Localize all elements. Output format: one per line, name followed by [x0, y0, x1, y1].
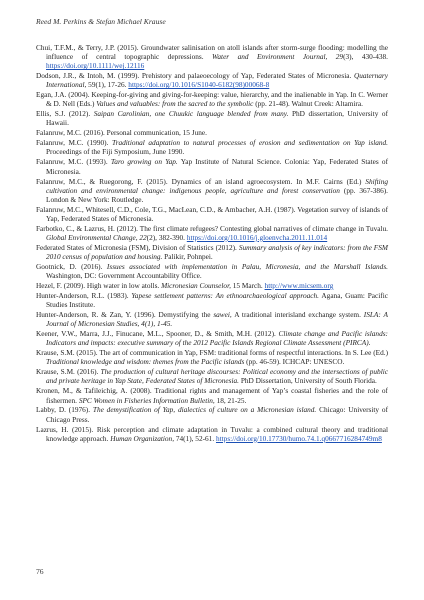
reference-entry [36, 425, 388, 443]
reference-text-after: PhD dissertation, University of Hawaii. [46, 109, 388, 128]
reference-italic-title: SPC Women in Fisheries Information Bulletin, [78, 395, 215, 405]
reference-entry [36, 90, 388, 108]
reference-entry [36, 310, 388, 328]
reference-text: Egan, J.A. (2004). Keeping-for-giving and giving-for-keeping: value, hierarchy, and the inalienable in Yap. In C. Werner & D. Nell (Eds.) [36, 90, 388, 109]
reference-text-after: (pp. 46-59). ICHCAP: UNESCO. [244, 357, 345, 367]
reference-italic-title: sawei, [213, 310, 232, 320]
reference-entry [36, 281, 388, 290]
reference-italic-title: Quaternary International [46, 71, 388, 90]
reference-text: Chui, T.F.M., & Terry, J.P. (2015). Groundwater salinisation on atoll islands after storm-surge flooding: modelling the influence of central topographic depressions. [36, 43, 388, 62]
reference-text-after: (pp. 21-48). Walnut Creek: Altamira. [253, 99, 363, 109]
reference-italic-title: Traditional adaptation to natural processes of erosion and sedimentation on Yap island. [111, 138, 389, 148]
reference-text-after: Chicago: University of Chicago Press. [46, 405, 388, 424]
reference-entry [36, 109, 388, 127]
page-number: 76 [36, 567, 44, 576]
reference-text-after: (pp. 367-386). London & New York: Routledge. [46, 185, 388, 204]
reference-list [36, 43, 388, 444]
reference-text: Ellis, S.J. (2012). [36, 109, 94, 119]
running-header: Reed M. Perkins & Stefan Michael Krause [36, 17, 166, 26]
reference-text: Farbotko, C., & Lazrus, H. (2012). The first climate refugees? Contesting global narratives of climate change in Tuvalu. [36, 223, 388, 233]
reference-text-after: Yap Institute of Natural Science. Colonia: Yap, Federated States of Micronesia. [46, 157, 389, 176]
reference-text: Falanruw, M.C., & Ruegorong, F. (2015). Dynamics of an island agroecosystem. In M.F. Cairns (Ed.) [36, 176, 366, 186]
reference-entry [36, 329, 388, 347]
reference-text: Falanruw, M.C. (2016). Personal communication, 15 June. [36, 128, 207, 138]
reference-text: Lazrus, H. (2015). Risk perception and climate adaptation in Tuvalu: a combined cultural theory and traditional knowledge approach. [36, 424, 388, 443]
reference-entry [36, 386, 388, 404]
reference-text-after: 15 March. [230, 281, 265, 291]
reference-italic-title: Shifting cultivation and environmental change: indigenous people, agriculture and forest conservation [46, 176, 388, 195]
reference-entry [36, 291, 388, 309]
reference-italic-title: Issues associated with implementation in Palau, Micronesia, and the Marshall Islands. [106, 261, 388, 271]
reference-entry [36, 157, 388, 175]
reference-entry [36, 262, 388, 280]
reference-text-after: (2), 382-390. [146, 232, 187, 242]
reference-entry [36, 205, 388, 223]
reference-doi-link[interactable]: https://doi.org/10.17730/humo.74.1.q0667716284749m8 [215, 433, 382, 443]
reference-entry [36, 348, 388, 366]
reference-text-after: (3), 430-438. [343, 52, 388, 62]
reference-text-after: 18, 21-25. [214, 395, 247, 405]
reference-doi-link[interactable]: https://doi.org/10.1016/j.gloenvcha.2011.11.014 [186, 232, 328, 242]
reference-text-after: Palikir, Pohnpei. [162, 251, 213, 261]
reference-text-after: Agana, Guam: Pacific Studies Institute. [46, 291, 389, 310]
reference-text-after: Proceedings of the Fiji Symposium, June 1990. [46, 147, 185, 157]
reference-text-after: , 59(1), 17-26. [84, 80, 129, 90]
reference-entry [36, 138, 388, 156]
reference-italic-title: Micronesian Counselor, [161, 281, 231, 291]
reference-text: Kronen, M., & Tafileichig, A. (2008). Traditional rights and management of Yap’s coastal fisheries and the role of fishermen. [36, 386, 388, 405]
reference-text: Dodson, J.R., & Intoh, M. (1999). Prehistory and palaeoecology of Yap, Federated States of Micronesia. [36, 71, 354, 81]
reference-text: Keener, V.W., Marra, J.J., Finucane, M.L., Spooner, D., & Smith, M.H. (2012). [36, 329, 279, 339]
reference-text: Hunter-Anderson, R.L. (1983). [36, 291, 132, 301]
reference-doi-link[interactable]: http://www.micsem.org [264, 281, 334, 291]
reference-text: Falanruw, M.C. (1993). [36, 157, 111, 167]
reference-text: Federated States of Micronesia (FSM), Division of Statistics (2012). [36, 242, 239, 252]
reference-italic-title: Summary analysis of key indicators: from the FSM 2010 census of population and housing. [46, 242, 388, 261]
reference-italic-title: Values and valuables: from the sacred to the symbolic [96, 99, 254, 109]
reference-text: Gootnick, D. (2016). [36, 261, 107, 271]
reference-italic-title: Traditional knowledge and wisdom: themes from the Pacific islands [46, 357, 245, 367]
reference-entry [36, 405, 388, 423]
reference-italic-title: The production of cultural heritage discourses: Political economy and the intersections of public and private heritage in Yap State, Federated States of Micronesia. [46, 367, 388, 386]
reference-doi-link[interactable]: https://doi.org/10.1016/S1040-6182(98)00068-8 [128, 80, 270, 90]
reference-text-after: Washington, DC: Government Accountability Office. [46, 271, 202, 281]
reference-text-after: A traditional interisland exchange system. [231, 310, 364, 320]
reference-italic-title: Taro growing on Yap. [110, 157, 178, 167]
reference-entry [36, 224, 388, 242]
reference-text: Labby, D. (1976). [36, 405, 93, 415]
reference-italic-title: Human Organization, [110, 433, 175, 443]
reference-text: Krause, S.M. (2015). The art of communication in Yap, FSM: traditional forms of respectful interactions. In S. Lee (Ed.) [36, 348, 388, 358]
reference-italic-title: Global Environmental Change, 22 [46, 232, 147, 242]
reference-italic-title: Water and Environment Journal, 29 [211, 52, 344, 62]
reference-text: Krause, S.M. (2016). [36, 367, 101, 377]
reference-italic-title: The demystification of Yap, dialectics of culture on a Micronesian island. [92, 405, 317, 415]
reference-entry [36, 71, 388, 89]
reference-italic-title: Saipan Carolinian, one Chuukic language blended from many. [93, 109, 289, 119]
reference-text: Falanruw, M.C., Whitesell, C.D., Cole, T.G., MacLean, C.D., & Ambacher, A.H. (1987). Vegetation survey of islands of Yap, Federated States of Micronesia. [36, 204, 388, 223]
reference-italic-tail: ISLA: A Journal of Micronesian Studies, 4(1), 1-45. [46, 310, 388, 329]
reference-text-after: PhD Dissertation, University of South Florida. [239, 376, 377, 386]
reference-entry [36, 367, 388, 385]
reference-text: Falanruw, M.C. (1990). [36, 138, 112, 148]
reference-italic-title: Yapese settlement patterns: An ethnoarchaeological approach. [131, 291, 319, 301]
reference-entry [36, 43, 388, 70]
reference-italic-title: Climate change and Pacific islands: Indicators and impacts: executive summary of the 2012 Pacific Islands Regional Climate Assessment (PIRCA). [46, 329, 388, 348]
reference-text: Hunter-Anderson, R. & Zan, Y. (1996). Demystifying the [36, 310, 214, 320]
reference-entry [36, 177, 388, 204]
reference-text: Hezel, F. (2009). High water in low atolls. [36, 281, 162, 291]
reference-doi-link[interactable]: https://doi.org/10.1111/wej.12116 [46, 61, 145, 71]
reference-entry [36, 243, 388, 261]
reference-entry [36, 128, 388, 137]
reference-text-after: 74(1), 52-61. [174, 433, 216, 443]
